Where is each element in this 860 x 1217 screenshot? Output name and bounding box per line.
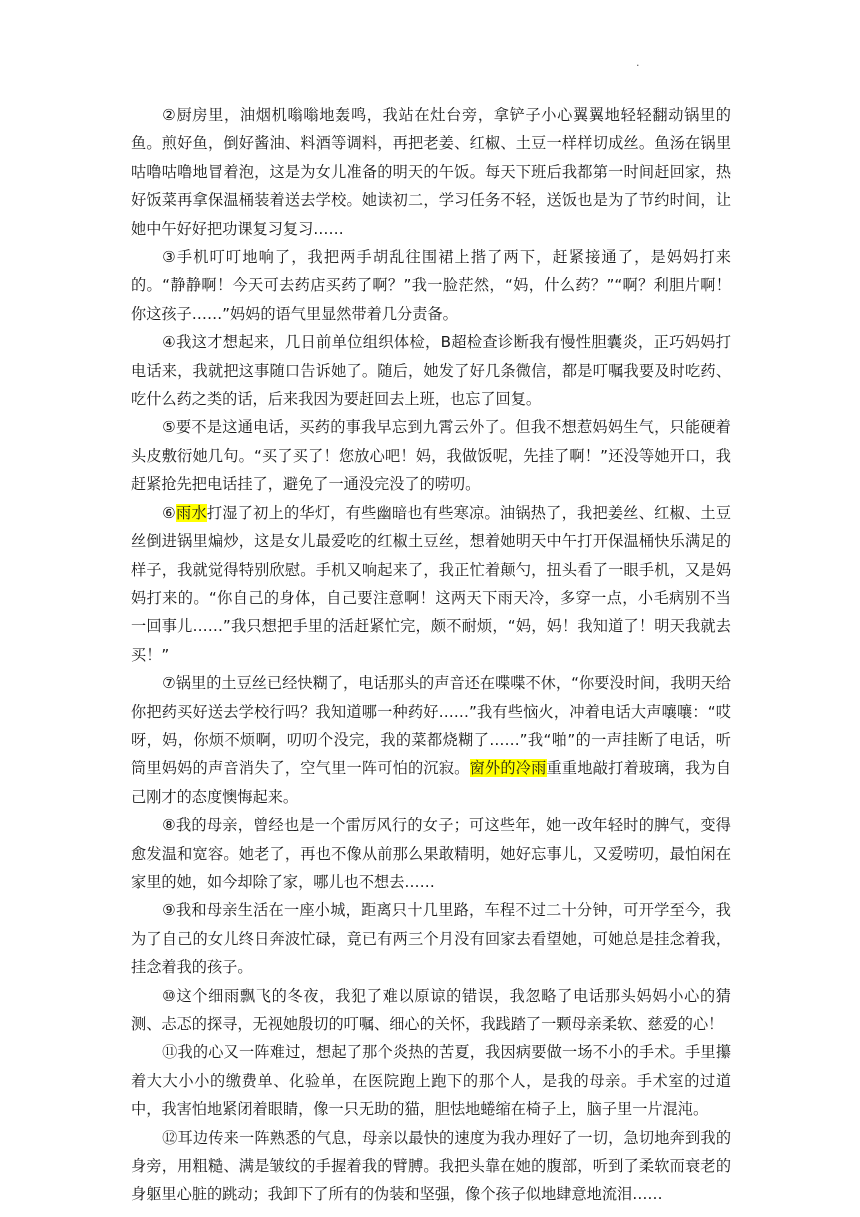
paragraph-11: ⑪我的心又一阵难过，想起了那个炎热的苦夏，我因病要做一场不小的手术。手里攥着大大小小的缴费单、化验单，在医院跑上跑下的那个人，是我的母亲。手术室的过道中，我害怕地紧闭着眼睛，像一只无助的猫，胆怯地蜷缩在椅子上，脑子里一片混沌。 [131, 1043, 731, 1119]
paragraph-9: ⑨我和母亲生活在一座小城，距离只十几里路，车程不过二十分钟，可开学至今，我为了自己的女儿终日奔波忙碌，竟已有两三个月没有回家去看望她，可她总是挂念着我，挂念着我的孩子。 [131, 901, 731, 977]
paragraph-6: ⑥雨水打湿了初上的华灯，有些幽暗也有些寒凉。油锅热了，我把姜丝、红椒、土豆丝倒进锅里煸炒，这是女儿最爱吃的红椒土豆丝，想着她明天中午打开保温桶快乐满足的样子，我就觉得特别欣慰。手机又响起来了，我正忙着颠勺，扭头看了一眼手机，又是妈妈打来的。“你自己的身体，自己要注意啊！这两天下雨天冷，多穿一点，小毛病别不当一回事儿……”我只想把手里的活赶紧忙完，颇不耐烦，“妈，妈！我知道了！明天我就去买！” [131, 503, 732, 664]
paragraph-2: ②厨房里，油烟机嗡嗡地轰鸣，我站在灶台旁，拿铲子小心翼翼地轻轻翻动锅里的鱼。煎好鱼，倒好酱油、料酒等调料，再把老姜、红椒、土豆一样样切成丝。鱼汤在锅里咕噜咕噜地冒着泡，这是为女儿准备的明天的午饭。每天下班后我都第一时间赶回家，热好饭菜再拿保温桶装着送去学校。她读初二，学习任务不轻，送饭也是为了节约时间，让她中午好好把功课复习复习…… [131, 106, 731, 238]
article-body [131, 101, 731, 1209]
paragraph-4: ④我这才想起来，几日前单位组织体检，B超检查诊断我有慢性胆囊炎，正巧妈妈打电话来，我就把这事随口告诉她了。随后，她发了好几条微信，都是叮嘱我要及时吃药、吃什么药之类的话，后来我因为要赶回去上班，也忘了回复。 [131, 333, 731, 409]
highlight-cold-rain: 窗外的冷雨 [469, 759, 547, 778]
paragraph-3: ③手机叮叮地响了，我把两手胡乱往围裙上揩了两下，赶紧接通了，是妈妈打来的。“静静啊！今天可去药店买药了啊？”我一脸茫然，“妈，什么药？”“啊？利胆片啊！你这孩子……”妈妈的语气里显然带着几分责备。 [131, 248, 731, 323]
page-marker: . [636, 56, 640, 69]
paragraph-10: ⑩这个细雨飘飞的冬夜，我犯了难以原谅的错误，我忽略了电话那头妈妈小心的猜测、忐忑的探寻，无视她殷切的叮嘱、细心的关怀，我践踏了一颗母亲柔软、慈爱的心！ [131, 986, 731, 1033]
paragraph-12: ⑫耳边传来一阵熟悉的气息，母亲以最快的速度为我办理好了一切，急切地奔到我的身旁，用粗糙、满是皱纹的手握着我的臂膊。我把头靠在她的腹部，听到了柔软而衰老的身躯里心脏的跳动；我卸下了所有的伪装和坚强，像个孩子似地肆意地流泪…… [131, 1128, 731, 1204]
paragraph-8: ⑧我的母亲，曾经也是一个雷厉风行的女子；可这些年，她一改年轻时的脾气，变得愈发温和宽容。她老了，再也不像从前那么果敢精明，她好忘事儿，又爱唠叨，最怕闲在家里的她，如今却除了家，哪儿也不想去…… [131, 816, 731, 891]
highlight-rain: 雨水 [176, 503, 207, 522]
paragraph-7: ⑦锅里的土豆丝已经快糊了，电话那头的声音还在喋喋不休，“你要没时间，我明天给你把药买好送去学校行吗？我知道哪一种药好……”我有些恼火，冲着电话大声嚷嚷：“哎呀，妈，你烦不烦啊，叨叨个没完，我的菜都烧糊了……”我“啪”的一声挂断了电话，听筒里妈妈的声音消失了，空气里一阵可怕的沉寂。窗外的冷雨重重地敲打着玻璃，我为自己刚才的态度懊悔起来。 [131, 674, 732, 806]
paragraph-5: ⑤要不是这通电话，买药的事我早忘到九霄云外了。但我不想惹妈妈生气，只能硬着头皮敷衍她几句。“买了买了！您放心吧！妈，我做饭呢，先挂了啊！”还没等她开口，我赶紧抢先把电话挂了，避免了一通没完没了的唠叨。 [131, 418, 731, 494]
